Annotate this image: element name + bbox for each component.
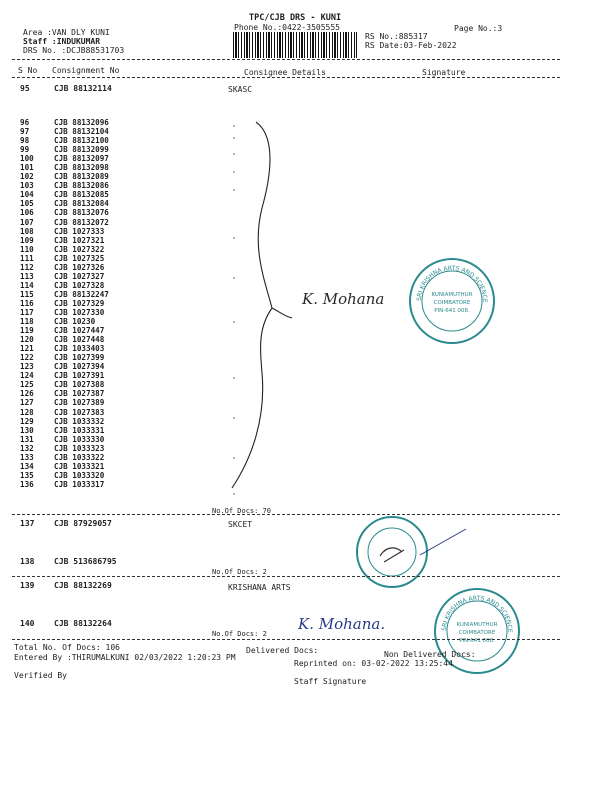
row-sno: 118 [20,317,34,327]
row-sno: 123 [20,362,34,372]
consignment-row [20,444,109,453]
svg-text:PIN-641 008.: PIN-641 008. [459,638,495,644]
rs-number: RS No.:885317 [365,32,428,41]
row-sno: 111 [20,253,34,263]
consignment-row [20,199,109,208]
group-sno: 138 [20,557,35,566]
row-consignment: CJB 1033323 [54,443,105,453]
docs-count: No.Of Docs: 2 [212,630,267,638]
row-consignment: CJB 1027394 [54,362,105,372]
consignment-row [20,181,109,190]
row-consignment: CJB 1033322 [54,452,105,462]
row-sno: 128 [20,407,34,417]
row-sno: 105 [20,199,34,209]
consignment-row [20,389,109,398]
row-sno: 119 [20,326,34,336]
row-consignment: CJB 88132098 [54,163,109,173]
row-sno: 100 [20,154,34,164]
consignment-row [20,380,109,389]
row-sno: 113 [20,271,34,281]
row-consignment: CJB 1027333 [54,226,105,236]
verified-by: Verified By [14,671,67,680]
row-sno: 125 [20,380,34,390]
consignment-row [20,163,109,172]
row-sno: 116 [20,298,34,308]
docs-count: No.Of Docs: 2 [212,568,267,576]
row-consignment: CJB 88132099 [54,145,109,155]
row-sno: 127 [20,398,34,408]
divider [12,639,560,640]
row-consignment: CJB 88132097 [54,154,109,164]
row-consignment: CJB 1027328 [54,280,105,290]
consignment-row [20,335,109,344]
row-consignment: CJB 1027326 [54,262,105,272]
row-consignment: CJB 10230 [54,317,96,327]
row-sno: 98 [20,136,30,146]
consignment-row [20,344,109,353]
row-sno: 101 [20,163,34,173]
consignment-row [20,272,109,281]
row-consignment: CJB 88132086 [54,181,109,191]
consignment-row [20,362,109,371]
svg-text:SRI KRISHNA ARTS AND SCIENCE: SRI KRISHNA ARTS AND SCIENCE [415,264,489,303]
svg-text:KUNIAMUTHUR: KUNIAMUTHUR [456,622,498,628]
row-sno: 102 [20,172,34,182]
svg-text:COIMBATORE: COIMBATORE [458,630,496,636]
consignment-row [20,453,109,462]
total-docs: Total No. Of Docs: 106 [14,643,120,652]
college-stamp [409,258,495,344]
consignment-row [20,145,109,154]
row-sno: 106 [20,208,34,218]
row-consignment: CJB 1033321 [54,461,105,471]
consignment-row [20,281,109,290]
consignment-row [20,426,109,435]
group-consignment: CJB 88132114 [54,84,112,93]
row-sno: 114 [20,280,34,290]
row-consignment: CJB 1027399 [54,353,105,363]
consignment-row [20,299,109,308]
row-consignment: CJB 1033330 [54,434,105,444]
consignment-row [20,118,109,127]
row-sno: 131 [20,434,34,444]
group-consignment: CJB 88132264 [54,619,112,628]
reprinted-on: Reprinted on: 03-02-2022 13:25:44 [294,659,453,668]
group-sno: 95 [20,84,30,93]
row-consignment: CJB 1027388 [54,380,105,390]
staff-label: Staff :INDUKUMAR [23,37,101,46]
row-consignment: CJB 1027383 [54,407,105,417]
pen-stroke [420,527,470,557]
row-sno: 136 [20,479,34,489]
consignment-row [20,190,109,199]
group-sno: 137 [20,519,35,528]
entered-by: Entered By :THIRUMALKUNI 02/03/2022 1:20:23 PM [14,653,236,662]
consignment-row [20,435,109,444]
row-sno: 117 [20,307,34,317]
col-sno: S No [18,66,38,75]
divider [12,576,560,577]
area-label: Area :VAN DLY KUNI [23,28,110,37]
consignment-row [20,154,109,163]
row-consignment: CJB 1027389 [54,398,105,408]
row-consignment: CJB 1027391 [54,371,105,381]
group-sno: 140 [20,619,35,628]
row-consignment: CJB 88132247 [54,289,109,299]
consignment-row [20,172,109,181]
row-sno: 121 [20,344,34,354]
svg-text:KUNIAMUTHUR: KUNIAMUTHUR [431,292,473,298]
divider [12,77,560,78]
row-consignment: CJB 1027448 [54,335,105,345]
row-sno: 99 [20,145,30,155]
row-consignment: CJB 88132100 [54,136,109,146]
consignment-row [20,127,109,136]
consignment-row [20,408,109,417]
rs-date: RS Date:03-Feb-2022 [365,41,457,50]
row-sno: 96 [20,118,30,127]
col-consignee: Consignee Details [244,68,326,77]
col-signature: Signature [422,68,466,77]
row-sno: 132 [20,443,34,453]
phone-number: Phone No.:0422-3505555 [234,23,340,32]
institute-stamp [356,516,428,588]
group-consignment: CJB 87929057 [54,519,112,528]
row-consignment: CJB 1033331 [54,425,105,435]
consignment-row [20,471,109,480]
docs-count: No.Of Docs: 70 [212,507,272,515]
consignment-row [20,227,109,236]
staff-signature-label: Staff Signature [294,677,367,686]
consignment-row [20,136,109,145]
row-consignment: CJB 1027327 [54,271,105,281]
row-sno: 133 [20,452,34,462]
consignee-name: SKCET [228,520,253,529]
row-sno: 135 [20,470,34,480]
consignment-row [20,371,109,380]
consignment-row [20,254,109,263]
consignment-row [20,218,109,227]
row-consignment: CJB 1027387 [54,389,105,399]
row-sno: 129 [20,416,34,426]
row-sno: 120 [20,335,34,345]
row-consignment: CJB 1033403 [54,344,105,354]
row-sno: 126 [20,389,34,399]
row-consignment: CJB 88132084 [54,199,109,209]
row-consignment: CJB 1033320 [54,470,105,480]
divider [12,59,560,60]
row-consignment: CJB 88132076 [54,208,109,218]
group-consignment: CJB 513686795 [54,557,117,566]
row-sno: 124 [20,371,34,381]
consignment-row [20,208,109,217]
svg-text:PIN-641 008.: PIN-641 008. [434,308,470,314]
consignment-row [20,245,109,254]
row-sno: 108 [20,226,34,236]
row-consignment: CJB 88132104 [54,127,109,137]
bracket-mark [222,118,302,508]
row-sno: 103 [20,181,34,191]
consignment-row [20,353,109,362]
row-consignment: CJB 1033317 [54,479,105,489]
handwritten-signature: K. Mohana [302,290,385,308]
delivered-docs: Delivered Docs: [246,646,319,655]
non-delivered-docs: Non Delivered Docs: [384,650,476,659]
divider [12,514,560,515]
col-consignment: Consignment No [52,66,120,75]
row-sno: 130 [20,425,34,435]
consignment-row [20,308,109,317]
row-consignment: CJB 1027322 [54,244,105,254]
row-sno: 112 [20,262,34,272]
consignment-row [20,398,109,407]
row-consignment: CJB 1027329 [54,298,105,308]
consignment-row [20,317,109,326]
row-consignment: CJB 88132072 [54,217,109,227]
row-sno: 97 [20,127,30,137]
row-consignment: CJB 1027325 [54,253,105,263]
consignment-row [20,236,109,245]
row-consignment: CJB 1027330 [54,307,105,317]
group-consignment: CJB 88132269 [54,581,112,590]
group-sno: 139 [20,581,35,590]
consignment-row [20,462,109,471]
row-sno: 122 [20,353,34,363]
handwritten-signature: K. Mohana. [298,615,386,633]
consignment-row [20,417,109,426]
consignment-list [20,118,109,489]
row-sno: 107 [20,217,34,227]
row-consignment: CJB 1027321 [54,235,105,245]
row-sno: 110 [20,244,34,254]
row-sno: 134 [20,461,34,471]
row-consignment: CJB 88132089 [54,172,109,182]
consignee-name: SKASC [228,85,253,94]
row-consignment: CJB 88132096 [54,118,109,127]
page-number: Page No.:3 [454,24,503,33]
consignee-name: KRISHANA ARTS [228,583,291,592]
report-title: TPC/CJB DRS - KUNI [249,13,342,23]
svg-text:SRI KRISHNA ARTS AND SCIENCE: SRI KRISHNA ARTS AND SCIENCE [440,594,514,633]
consignment-row [20,263,109,272]
row-consignment: CJB 88132085 [54,190,109,200]
drs-number: DRS No. :DCJB88531703 [23,46,125,55]
row-sno: 109 [20,235,34,245]
row-sno: 104 [20,190,34,200]
row-sno: 115 [20,289,34,299]
consignment-row [20,326,109,335]
consignment-row [20,290,109,299]
row-consignment: CJB 1027447 [54,326,105,336]
row-consignment: CJB 1033332 [54,416,105,426]
svg-text:COIMBATORE: COIMBATORE [433,300,471,306]
barcode [233,32,357,58]
consignment-row [20,480,109,489]
